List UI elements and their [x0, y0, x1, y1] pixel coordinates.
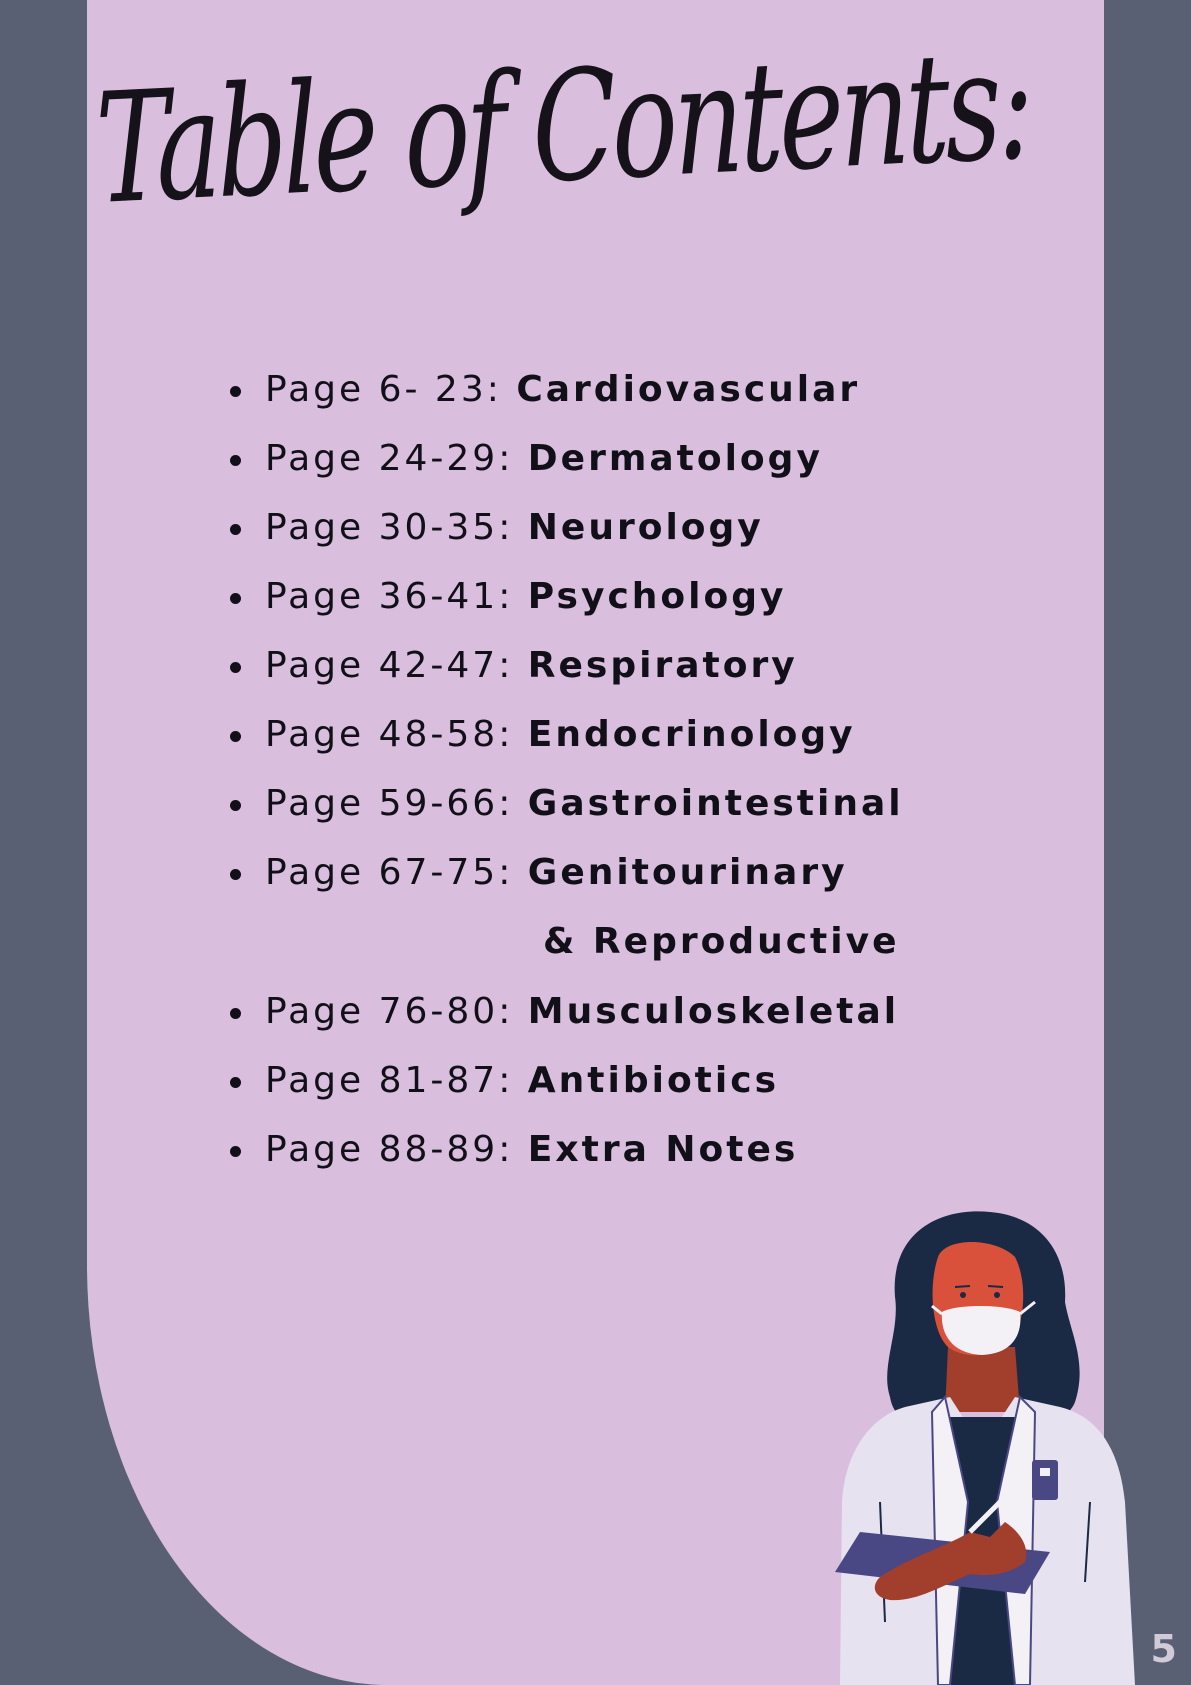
toc-entry [225, 700, 904, 769]
toc-topic: Musculoskeletal [527, 991, 900, 1032]
left-eye-shape [960, 1292, 966, 1298]
toc-topic: Antibiotics [527, 1060, 779, 1101]
toc-entry [225, 631, 904, 700]
toc-entry [225, 769, 904, 838]
toc-topic: Genitourinary [527, 852, 848, 893]
bullet-icon [230, 800, 241, 811]
bullet-icon [230, 386, 241, 397]
toc-topic: Respiratory [527, 645, 798, 686]
bullet-icon [230, 1077, 241, 1088]
toc-entry [225, 355, 904, 424]
bullet-icon [230, 1146, 241, 1157]
toc-page-range: Page 81-87: [265, 1060, 514, 1101]
toc-page-range: Page 48-58: [265, 714, 514, 755]
toc-topic: Neurology [527, 507, 764, 548]
toc-page-range: Page 59-66: [265, 783, 514, 824]
toc-entry [225, 1115, 904, 1184]
bullet-icon [230, 662, 241, 673]
bullet-icon [230, 455, 241, 466]
right-eye-shape [994, 1292, 1000, 1298]
toc-list [225, 355, 904, 1184]
toc-entry-continuation [225, 907, 904, 977]
toc-entry [225, 424, 904, 493]
bullet-icon [230, 869, 241, 880]
bullet-icon [230, 731, 241, 742]
page-number: 5 [1150, 1627, 1177, 1671]
toc-page-range: Page 42-47: [265, 645, 514, 686]
toc-page-range: Page 30-35: [265, 507, 514, 548]
page-title: Table of Contents: [93, 15, 1032, 238]
bullet-icon [230, 524, 241, 535]
toc-page-range: Page 24-29: [265, 438, 514, 479]
toc-page-range: Page 36-41: [265, 576, 514, 617]
toc-entry [225, 977, 904, 1046]
toc-topic: Gastrointestinal [527, 783, 904, 824]
toc-topic-continued: & Reproductive [543, 921, 900, 962]
toc-page-range: Page 67-75: [265, 852, 514, 893]
bullet-icon [230, 593, 241, 604]
toc-entry [225, 838, 904, 907]
toc-topic: Endocrinology [527, 714, 856, 755]
neck-shape [945, 1347, 1020, 1412]
toc-page-range: Page 6- 23: [265, 369, 502, 410]
toc-entry [225, 493, 904, 562]
toc-topic: Extra Notes [527, 1129, 799, 1170]
toc-topic: Cardiovascular [516, 369, 861, 410]
doctor-illustration [820, 1202, 1190, 1685]
id-badge-shape [1032, 1460, 1058, 1500]
toc-entry [225, 1046, 904, 1115]
toc-topic: Psychology [527, 576, 787, 617]
toc-page-range: Page 76-80: [265, 991, 514, 1032]
bullet-icon [230, 1008, 241, 1019]
toc-page-range: Page 88-89: [265, 1129, 514, 1170]
toc-topic: Dermatology [527, 438, 823, 479]
toc-entry [225, 562, 904, 631]
